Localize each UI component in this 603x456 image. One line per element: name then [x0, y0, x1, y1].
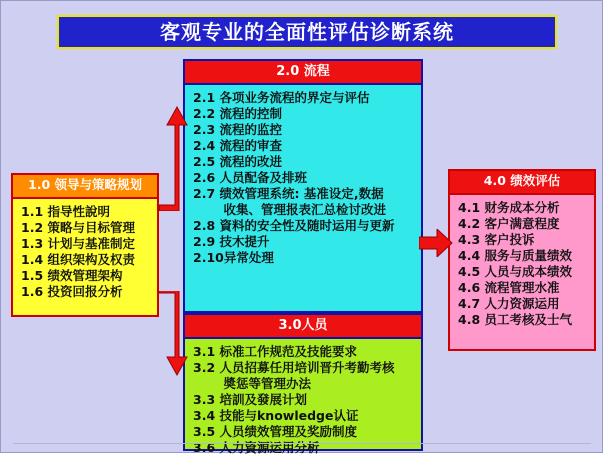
list-item: 2.10异常处理 — [193, 250, 274, 265]
list-item: 奬惩等管理办法 — [193, 376, 311, 391]
list-item: 4.1 财务成本分析 — [458, 199, 560, 215]
people-box — [183, 313, 423, 455]
list-item: 1.1 指导性說明 — [21, 203, 110, 219]
list-item: 收集、管理报表汇总检讨改进 — [193, 202, 386, 217]
list-item: 2.9 技木提升 — [193, 234, 270, 249]
list-item: 2.2 流程的控制 — [193, 106, 282, 121]
people-box-header: 3.0人员 — [183, 313, 423, 339]
list-item: 2.1 各项业务流程的界定与评估 — [193, 90, 370, 105]
process-box — [183, 59, 423, 313]
performance-box-body — [448, 195, 596, 351]
list-item: 1.4 组织架构及权责 — [21, 251, 135, 267]
list-item: 2.8 資料的安全性及随时运用与更新 — [193, 218, 395, 233]
list-item: 1.3 计划与基准制定 — [21, 235, 135, 251]
list-item: 1.5 绩效管理架构 — [21, 267, 123, 283]
list-item: 3.2 人员招募任用培训晋升考勤考核 — [193, 360, 395, 375]
list-item: 2.5 流程的改进 — [193, 154, 282, 169]
diagram-title — [57, 15, 557, 49]
list-item: 3.5 人员绩效管理及奖励制度 — [193, 424, 357, 439]
list-item: 1.2 策略与目标管理 — [21, 219, 135, 235]
list-item: 4.5 人员与成本绩效 — [458, 263, 572, 279]
process-box-body — [183, 85, 423, 313]
list-item: 4.3 客户投诉 — [458, 231, 535, 247]
list-item: 4.7 人力资源运用 — [458, 295, 560, 311]
diagram-title-text: 客观专业的全面性评估诊断系统 — [160, 20, 454, 44]
list-item: 4.8 员工考核及士气 — [458, 311, 572, 327]
list-item: 3.3 培訓及發展计划 — [193, 392, 307, 407]
list-item: 3.4 技能与knowledge认证 — [193, 408, 359, 423]
arrow-leadership-to-process — [153, 101, 191, 211]
list-item: 2.3 流程的监控 — [193, 122, 282, 137]
leadership-box-body — [11, 199, 159, 317]
list-item: 3.1 标准工作规范及技能要求 — [193, 344, 357, 359]
arrow-connector-right — [425, 173, 449, 237]
list-item: 1.6 投资回报分析 — [21, 283, 123, 299]
arrow-leadership-to-people — [153, 291, 191, 383]
process-box-header: 2.0 流程 — [183, 59, 423, 85]
leadership-box-header: 1.0 领导与策略规划 — [11, 173, 159, 199]
list-item: 4.6 流程管理水准 — [458, 279, 560, 295]
performance-box-header: 4.0 绩效评估 — [448, 169, 596, 195]
list-item: 2.7 绩效管理系统: 基准设定,数据 — [193, 186, 384, 201]
list-item: 4.4 服务与质量绩效 — [458, 247, 572, 263]
list-item: 2.4 流程的审查 — [193, 138, 282, 153]
leadership-box — [11, 173, 159, 317]
bottom-divider — [13, 443, 591, 444]
list-item: 2.6 人员配备及排班 — [193, 170, 307, 185]
people-box-body — [183, 339, 423, 455]
list-item: 4.2 客户满意程度 — [458, 215, 560, 231]
list-item: 3.6 人力資源运用分析 — [193, 440, 320, 455]
performance-box — [448, 169, 596, 351]
